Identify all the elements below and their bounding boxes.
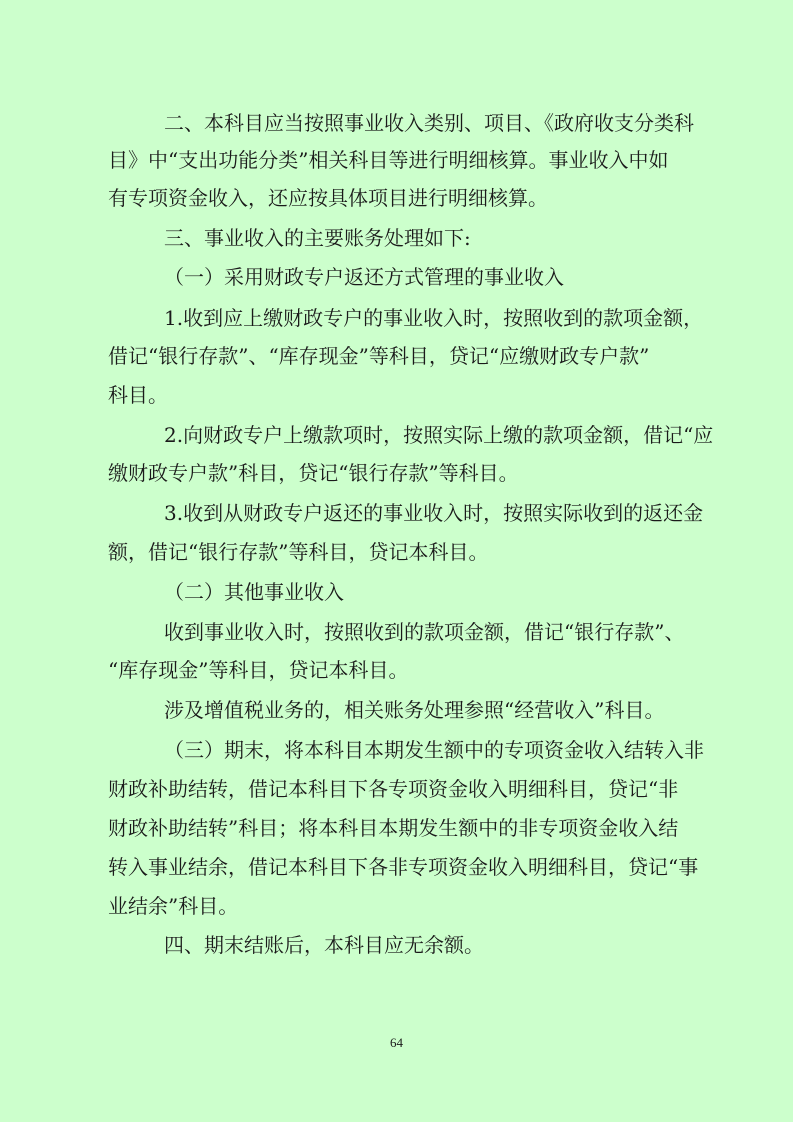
paragraph-line: 借记“银行存款”、“库存现金”等科目，贷记“应缴财政专户款”	[108, 344, 650, 368]
paragraph-line: 涉及增值税业务的，相关账务处理参照“经营收入”科目。	[164, 698, 665, 722]
paragraph-line: 四、期末结账后，本科目应无余额。	[164, 933, 484, 957]
paragraph-line: 业结余”科目。	[108, 894, 239, 918]
paragraph-line: 财政补助结转，借记本科目下各专项资金收入明细科目，贷记“非	[108, 777, 679, 801]
paragraph-line: 3.收到从财政专户返还的事业收入时，按照实际收到的返还金	[164, 501, 704, 525]
paragraph-line: “库存现金”等科目，贷记本科目。	[108, 658, 409, 682]
section-heading: （二）其他事业收入	[164, 580, 344, 604]
paragraph-line: 三、事业收入的主要账务处理如下:	[164, 226, 471, 250]
paragraph-line: 1.收到应上缴财政专户的事业收入时，按照收到的款项金额，	[164, 306, 704, 330]
paragraph-line: 转入事业结余，借记本科目下各非专项资金收入明细科目，贷记“事	[108, 855, 699, 879]
paragraph-line: 2.向财政专户上缴款项时，按照实际上缴的款项金额，借记“应	[164, 423, 714, 447]
paragraph-line: 收到事业收入时，按照收到的款项金额，借记“银行存款”、	[164, 620, 685, 644]
paragraph-line: 有专项资金收入，还应按具体项目进行明细核算。	[108, 186, 548, 210]
paragraph-line: （三）期末，将本科目本期发生额中的专项资金收入结转入非	[164, 738, 704, 762]
paragraph-line: 财政补助结转”科目；将本科目本期发生额中的非专项资金收入结	[108, 816, 679, 840]
paragraph-line: 科目。	[108, 383, 168, 407]
section-heading: （一）采用财政专户返还方式管理的事业收入	[164, 265, 564, 289]
paragraph-line: 缴财政专户款”科目，贷记“银行存款”等科目。	[108, 461, 519, 485]
paragraph-line: 额，借记“银行存款”等科目，贷记本科目。	[108, 540, 489, 564]
paragraph-line: 二、本科目应当按照事业收入类别、项目、《政府收支分类科	[164, 111, 694, 135]
paragraph-line: 目》中“支出功能分类”相关科目等进行明细核算。事业收入中如	[108, 148, 669, 172]
page-number: 64	[390, 1035, 403, 1050]
